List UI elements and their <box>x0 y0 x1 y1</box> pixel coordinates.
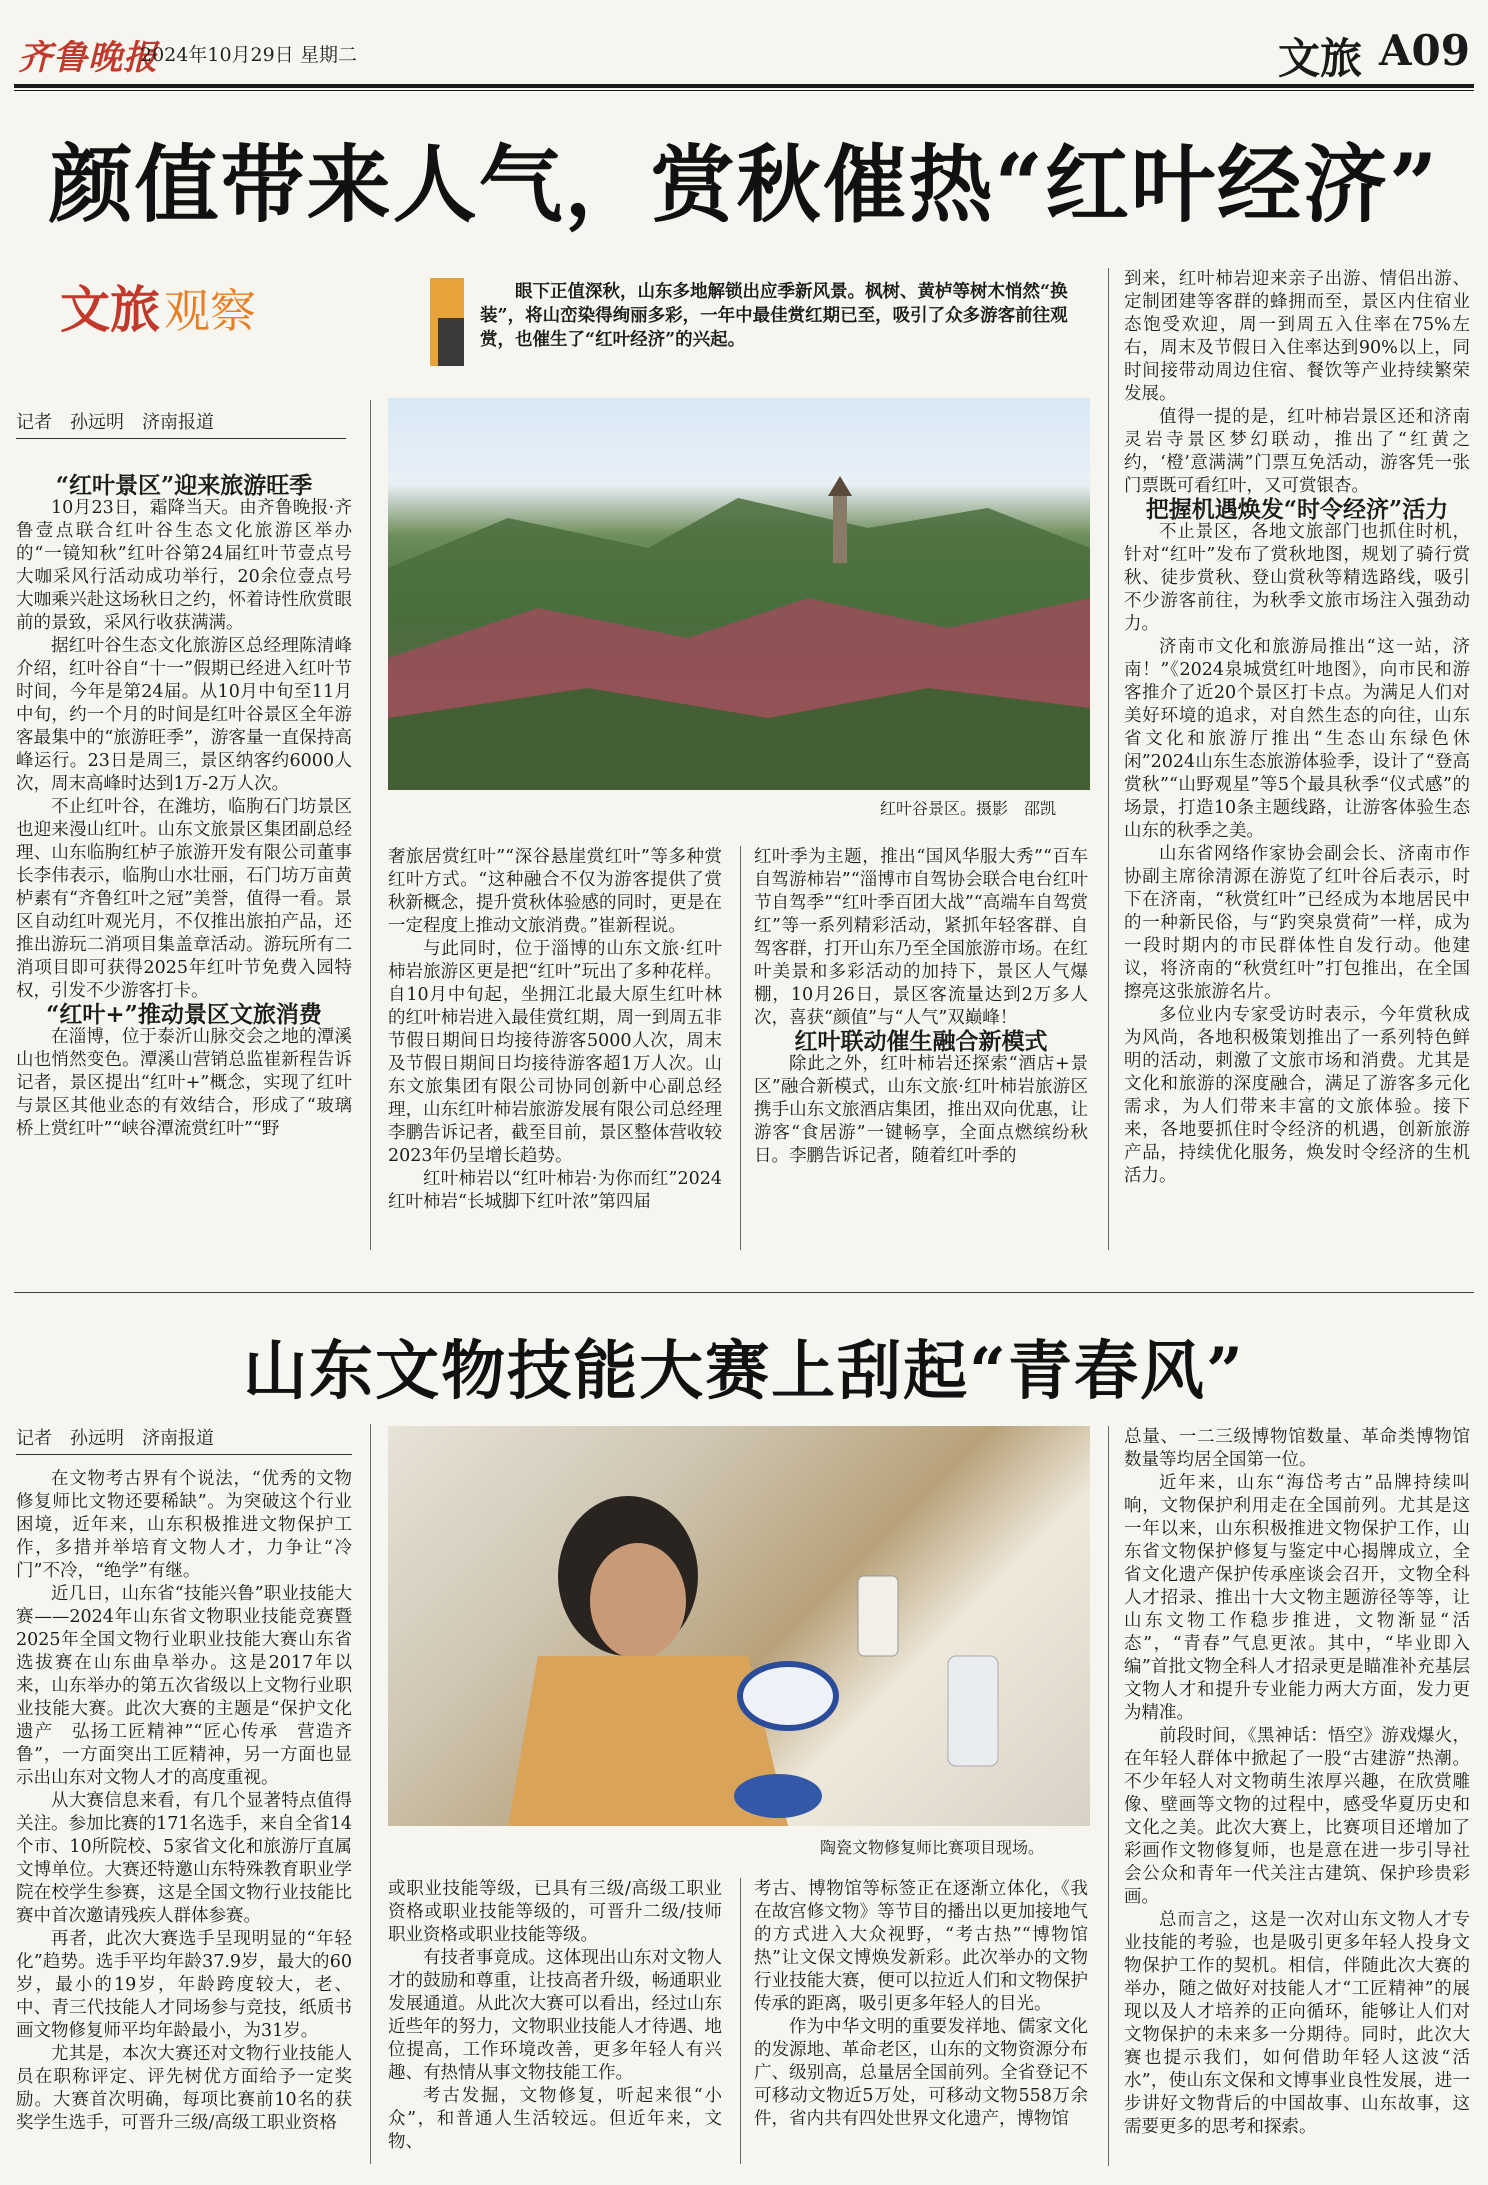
article1-headline: 颜值带来人气，赏秋催热“红叶经济” <box>48 135 1440 234</box>
article1-lead <box>430 278 1068 370</box>
article1-column-3 <box>754 846 1088 1168</box>
column-divider <box>1108 268 1109 1250</box>
article1-lead-text: 眼下正值深秋，山东多地解锁出应季新风景。枫树、黄栌等树木悄然“换装”，将山峦染得绚丽多彩，一年中最佳赏红期已至，吸引了众多游客前往观赏，也催生了“红叶经济”的兴起。 <box>480 282 1068 350</box>
paragraph: 到来，红叶柿岩迎来亲子出游、情侣出游、定制团建等客群的蜂拥而至，景区内住宿业态饱受欢迎，周一到周五入住率在75%左右，周末及节假日入住率达到90%以上，同时间接带动周边住宿、餐饮等产业持续繁荣发展。 <box>1124 269 1470 404</box>
paragraph: 尤其是，本次大赛还对文物行业技能人员在职称评定、评先树优方面给予一定奖励。大赛首次明确，每项比赛前10名的获奖学生选手，可晋升三级/高级工职业资格 <box>16 2044 352 2133</box>
article2-column-3 <box>754 1878 1088 2131</box>
column-divider <box>740 846 741 1250</box>
paragraph: 奢旅居赏红叶”“深谷悬崖赏红叶”等多种赏红叶方式。“这种融合不仅为游客提供了赏秋新概念，提升赏秋体验感的同时，更是在一定程度上推动文旅消费。”崔新程说。 <box>388 847 722 936</box>
paragraph: 有技者事竟成。这体现出山东对文物人才的鼓励和尊重，让技高者升级，畅通职业发展通道。从此次大赛可以看出，经过山东近些年的努力，文物职业技能人才待遇、地位提高，工作环境改善，更多年轻人有兴趣、有热情从事文物技能工作。 <box>388 1948 722 2083</box>
masthead-rule-thin <box>14 90 1474 91</box>
paragraph: 除此之外，红叶柿岩还探索“酒店+景区”融合新模式，山东文旅·红叶柿岩旅游区携手山东文旅酒店集团，推出双向优惠，让游客“食居游”一键畅享，全面点燃缤纷秋日。李鹏告诉记者，随着红叶季的 <box>754 1054 1088 1166</box>
paragraph: 在淄博，位于泰沂山脉交会之地的潭溪山也悄然变色。潭溪山营销总监崔新程告诉记者，景区提出“红叶+”概念，实现了红叶与景区其他业态的有效结合，形成了“玻璃桥上赏红叶”“峡谷潭流赏红叶”“野 <box>16 1027 352 1139</box>
paragraph: 再者，此次大赛选手呈现明显的“年轻化”趋势。选手平均年龄37.9岁，最大的60岁，最小的19岁，年龄跨度较大，老、中、青三代技能人才同场参与竞技，纸质书画文物修复师平均年龄最小，为31岁。 <box>16 1929 352 2041</box>
paragraph: 考古发掘，文物修复，听起来很“小众”，和普通人生活较远。但近年来，文物、 <box>388 2086 722 2152</box>
column-divider <box>370 1424 371 2164</box>
article2-column-4 <box>1124 1426 1470 2139</box>
section-name: 文旅 <box>1277 34 1362 83</box>
paragraph: 据红叶谷生态文化旅游区总经理陈清峰介绍，红叶谷自“十一”假期已经进入红叶节时间，今年是第24届。从10月中旬至11月中旬，约一个月的时间是红叶谷景区全年游客最集中的“旅游旺季”，游客量一直保持高峰运行。23日是周三，景区纳客约6000人次，周末高峰时达到1万-2万人次。 <box>16 636 352 794</box>
paragraph: 近几日，山东省“技能兴鲁”职业技能大赛——2024年山东省文物职业技能竞赛暨2025年全国文物行业职业技能大赛山东省选拔赛在山东曲阜举办。这是2017年以来，山东举办的第五次省级以上文物行业职业技能大赛。此次大赛的主题是“保护文化遗产 弘扬工匠精神”“匠心传承 营造齐鲁”，一方面突出工匠精神，另一方面也显示出山东对文物人才的高度重视。 <box>16 1584 352 1788</box>
paragraph: 多位业内专家受访时表示，今年赏秋成为风尚，各地积极策划推出了一系列特色鲜明的活动，刺激了文旅市场和消费。尤其是文化和旅游的深度融合，满足了游客多元化需求，为人们带来丰富的文旅体验。接下来，各地要抓住时令经济的机遇，创新旅游产品，持续优化服务，焕发时令经济的生机活力。 <box>1124 1005 1470 1186</box>
article2-headline: 山东文物技能大赛上刮起“青春风” <box>243 1334 1245 1409</box>
paragraph: 总而言之，这是一次对山东文物人才专业技能的考验，也是吸引更多年轻人投身文物保护工作的契机。相信，伴随此次大赛的举办，随之做好对技能人才“工匠精神”的展现以及人才培养的正向循环，能够让人们对文物保护的未来多一分期待。同时，此次大赛也提示我们，如何借助年轻人这波“活水”，使山东文保和文博事业良性发展，进一步讲好文物背后的中国故事、山东故事，这需要更多的思考和探索。 <box>1124 1910 1470 2137</box>
article-separator <box>14 1292 1474 1293</box>
paragraph: 不止红叶谷，在潍坊，临朐石门坊景区也迎来漫山红叶。山东文旅景区集团副总经理、山东临朐红栌子旅游开发有限公司董事长李伟表示，临朐山水壮丽，石门坊万亩黄栌素有“齐鲁红叶之冠”美誉，值得一看。景区自动红叶观光月，不仅推出旅拍产品，还推出游玩二消项目集盖章活动。游玩所有二消项目即可获得2025年红叶节免费入园特权，引发不少游客打卡。 <box>16 797 352 1001</box>
subheading: 把握机遇焕发“时令经济”活力 <box>1145 496 1449 523</box>
article1-photo-caption: 红叶谷景区。摄影 邵凯 <box>880 799 1057 818</box>
paragraph: 从大赛信息来看，有几个显著特点值得关注。参加比赛的171名选手，来自全省14个市、10所院校、5家省文化和旅游厅直属文博单位。大赛还特邀山东特殊教育职业学院在校学生参赛，这是全国文物行业技能比赛中首次邀请残疾人群体参赛。 <box>16 1791 352 1926</box>
paragraph: 10月23日，霜降当天。由齐鲁晚报·齐鲁壹点联合红叶谷生态文化旅游区举办的“一镜知秋”红叶谷第24届红叶节壹点号大咖采风行活动成功举行，20余位壹点号大咖乘兴赴这场秋日之约，怀着诗性欣赏眼前的景致，采风行收获满满。 <box>16 498 352 633</box>
article2-photo-caption: 陶瓷文物修复师比赛项目现场。 <box>820 1838 1045 1857</box>
column-logo <box>60 270 340 370</box>
column-divider <box>370 400 371 1250</box>
page-number: A09 <box>1378 26 1470 75</box>
column-divider <box>740 1878 741 2164</box>
paragraph: 值得一提的是，红叶柿岩景区还和济南灵岩寺景区梦幻联动，推出了“红黄之约，‘橙’意满满”门票互免活动，游客凭一张门票既可看红叶，又可赏银杏。 <box>1124 407 1470 496</box>
restorer-figure-icon <box>388 1426 1090 1826</box>
article2-byline: 记者 孙远明 济南报道 <box>16 1424 352 1455</box>
paragraph: 考古、博物馆等标签正在逐渐立体化，《我在故宫修文物》等节目的播出以更加接地气的方式进入大众视野，“考古热”“博物馆热”让文保文博焕发新彩。此次举办的文物行业技能大赛，便可以拉近人们和文物保护传承的距离，吸引更多年轻人的目光。 <box>754 1879 1088 2014</box>
pagoda-icon <box>388 398 1090 790</box>
paragraph: 作为中华文明的重要发祥地、儒家文化的发源地、革命老区，山东的文物资源分布广、级别高，总量居全国前列。全省登记不可移动文物近5万处，可移动文物558万余件，省内共有四处世界文化遗产，博物馆 <box>754 2017 1088 2129</box>
paragraph: 或职业技能等级，已具有三级/高级工职业资格或职业技能等级的，可晋升二级/技师职业资格或职业技能等级。 <box>388 1879 722 1945</box>
subheading: “红叶景区”迎来旅游旺季 <box>55 472 313 499</box>
masthead-rule <box>14 84 1474 88</box>
paragraph: 济南市文化和旅游局推出“这一站，济南！”《2024泉城赏红叶地图》，向市民和游客推介了近20个景区打卡点。为满足人们对美好环境的追求，对自然生态的向往，山东省文化和旅游厅推出“生态山东绿色休闲”2024山东生态旅游体验季，设计了“登高赏秋”“山野观星”等5个最具秋季“仪式感”的场景，打造10条主题线路，让游客体验生态山东的秋季之美。 <box>1124 637 1470 841</box>
article1-byline: 记者 孙远明 济南报道 <box>16 408 346 439</box>
paragraph: 近年来，山东“海岱考古”品牌持续叫响，文物保护利用走在全国前列。尤其是这一年以来，山东积极推进文物保护工作，山东省文物保护修复与鉴定中心揭牌成立，全省文化遗产保护传承座谈会召开，文物全科人才招录、推出十大文物主题游径等等，让山东文物工作稳步推进，文物渐显“活态”，“青春”气息更浓。其中，“毕业即入编”首批文物全科人才招录更是瞄准补充基层文物人才和提升专业能力两大方面，发力更为精准。 <box>1124 1473 1470 1723</box>
subheading: 红叶联动催生融合新模式 <box>794 1028 1048 1055</box>
article1-column-2 <box>388 846 722 1214</box>
paragraph: 红叶柿岩以“红叶柿岩·为你而红”2024红叶柿岩“长城脚下红叶浓”第四届 <box>388 1169 722 1212</box>
column-logo-main: 文旅 <box>60 280 160 339</box>
column-divider <box>1108 1426 1109 2166</box>
lead-marker-icon <box>430 278 464 366</box>
ceramic-restoration-photo <box>388 1426 1090 1826</box>
paragraph: 在文物考古界有个说法，“优秀的文物修复师比文物还要稀缺”。为突破这个行业困境，近年来，山东积极推进文物保护工作，多措并举培育文物人才，力争让“冷门”不冷，“绝学”有继。 <box>16 1469 352 1581</box>
issue-weekday: 星期二 <box>300 44 358 66</box>
paragraph: 总量、一二三级博物馆数量、革命类博物馆数量等均居全国第一位。 <box>1124 1427 1470 1470</box>
article1-column-4 <box>1124 268 1470 1188</box>
paragraph: 红叶季为主题，推出“国风华服大秀”“百车自驾游柿岩”“淄博市自驾协会联合电台红叶节自驾季”“红叶季百团大战”“高端车自驾赏红”等一系列精彩活动，紧抓年轻客群、自驾客群，打开山东乃至全国旅游市场。在红叶美景和多彩活动的加持下，景区人气爆棚，10月26日，景区客流量达到2万多人次，喜获“颜值”与“人气”双巅峰！ <box>754 847 1088 1028</box>
article2-column-1 <box>16 1468 352 2135</box>
issue-date: 2024年10月29日 <box>140 44 294 66</box>
newspaper-logo: 齐鲁晚报 <box>18 38 158 78</box>
column-logo-sub: 观察 <box>164 284 256 338</box>
paragraph: 不止景区，各地文旅部门也抓住时机，针对“红叶”发布了赏秋地图，规划了骑行赏秋、徒步赏秋、登山赏秋等精选路线，吸引不少游客前往，为秋季文旅市场注入强劲动力。 <box>1124 522 1470 634</box>
paragraph: 前段时间，《黑神话：悟空》游戏爆火，在年轻人群体中掀起了一股“古建游”热潮。不少年轻人对文物萌生浓厚兴趣，在欣赏雕像、壁画等文物的过程中，感受华夏历史和文化之美。此次大赛上，比赛项目还增加了彩画作文物修复师，也是意在进一步引导社会公众和青年一代关注古建筑、保护珍贵彩画。 <box>1124 1726 1470 1907</box>
red-leaf-valley-photo <box>388 398 1090 790</box>
subheading: “红叶+”推动景区文旅消费 <box>46 1001 322 1028</box>
article2-column-2 <box>388 1878 722 2154</box>
paragraph: 山东省网络作家协会副会长、济南市作协副主席徐清源在游览了红叶谷后表示，时下在济南，“秋赏红叶”已经成为本地居民中的一种新民俗，与“趵突泉赏荷”一样，成为一段时期内的市民群体性自发行动。他建议，将济南的“秋赏红叶”打包推出，在全国擦亮这张旅游名片。 <box>1124 844 1470 1002</box>
article1-column-1 <box>16 474 352 1141</box>
paragraph: 与此同时，位于淄博的山东文旅·红叶柿岩旅游区更是把“红叶”玩出了多种花样。自10月中旬起，坐拥江北最大原生红叶林的红叶柿岩进入最佳赏红期，周一到周五非节假日期间日均接待游客5000人次，周末及节假日期间日均接待游客超1万人次。山东文旅集团有限公司协同创新中心副总经理，山东红叶柿岩旅游发展有限公司总经理李鹏告诉记者，截至目前，景区整体营收较2023年仍呈增长趋势。 <box>388 939 722 1166</box>
